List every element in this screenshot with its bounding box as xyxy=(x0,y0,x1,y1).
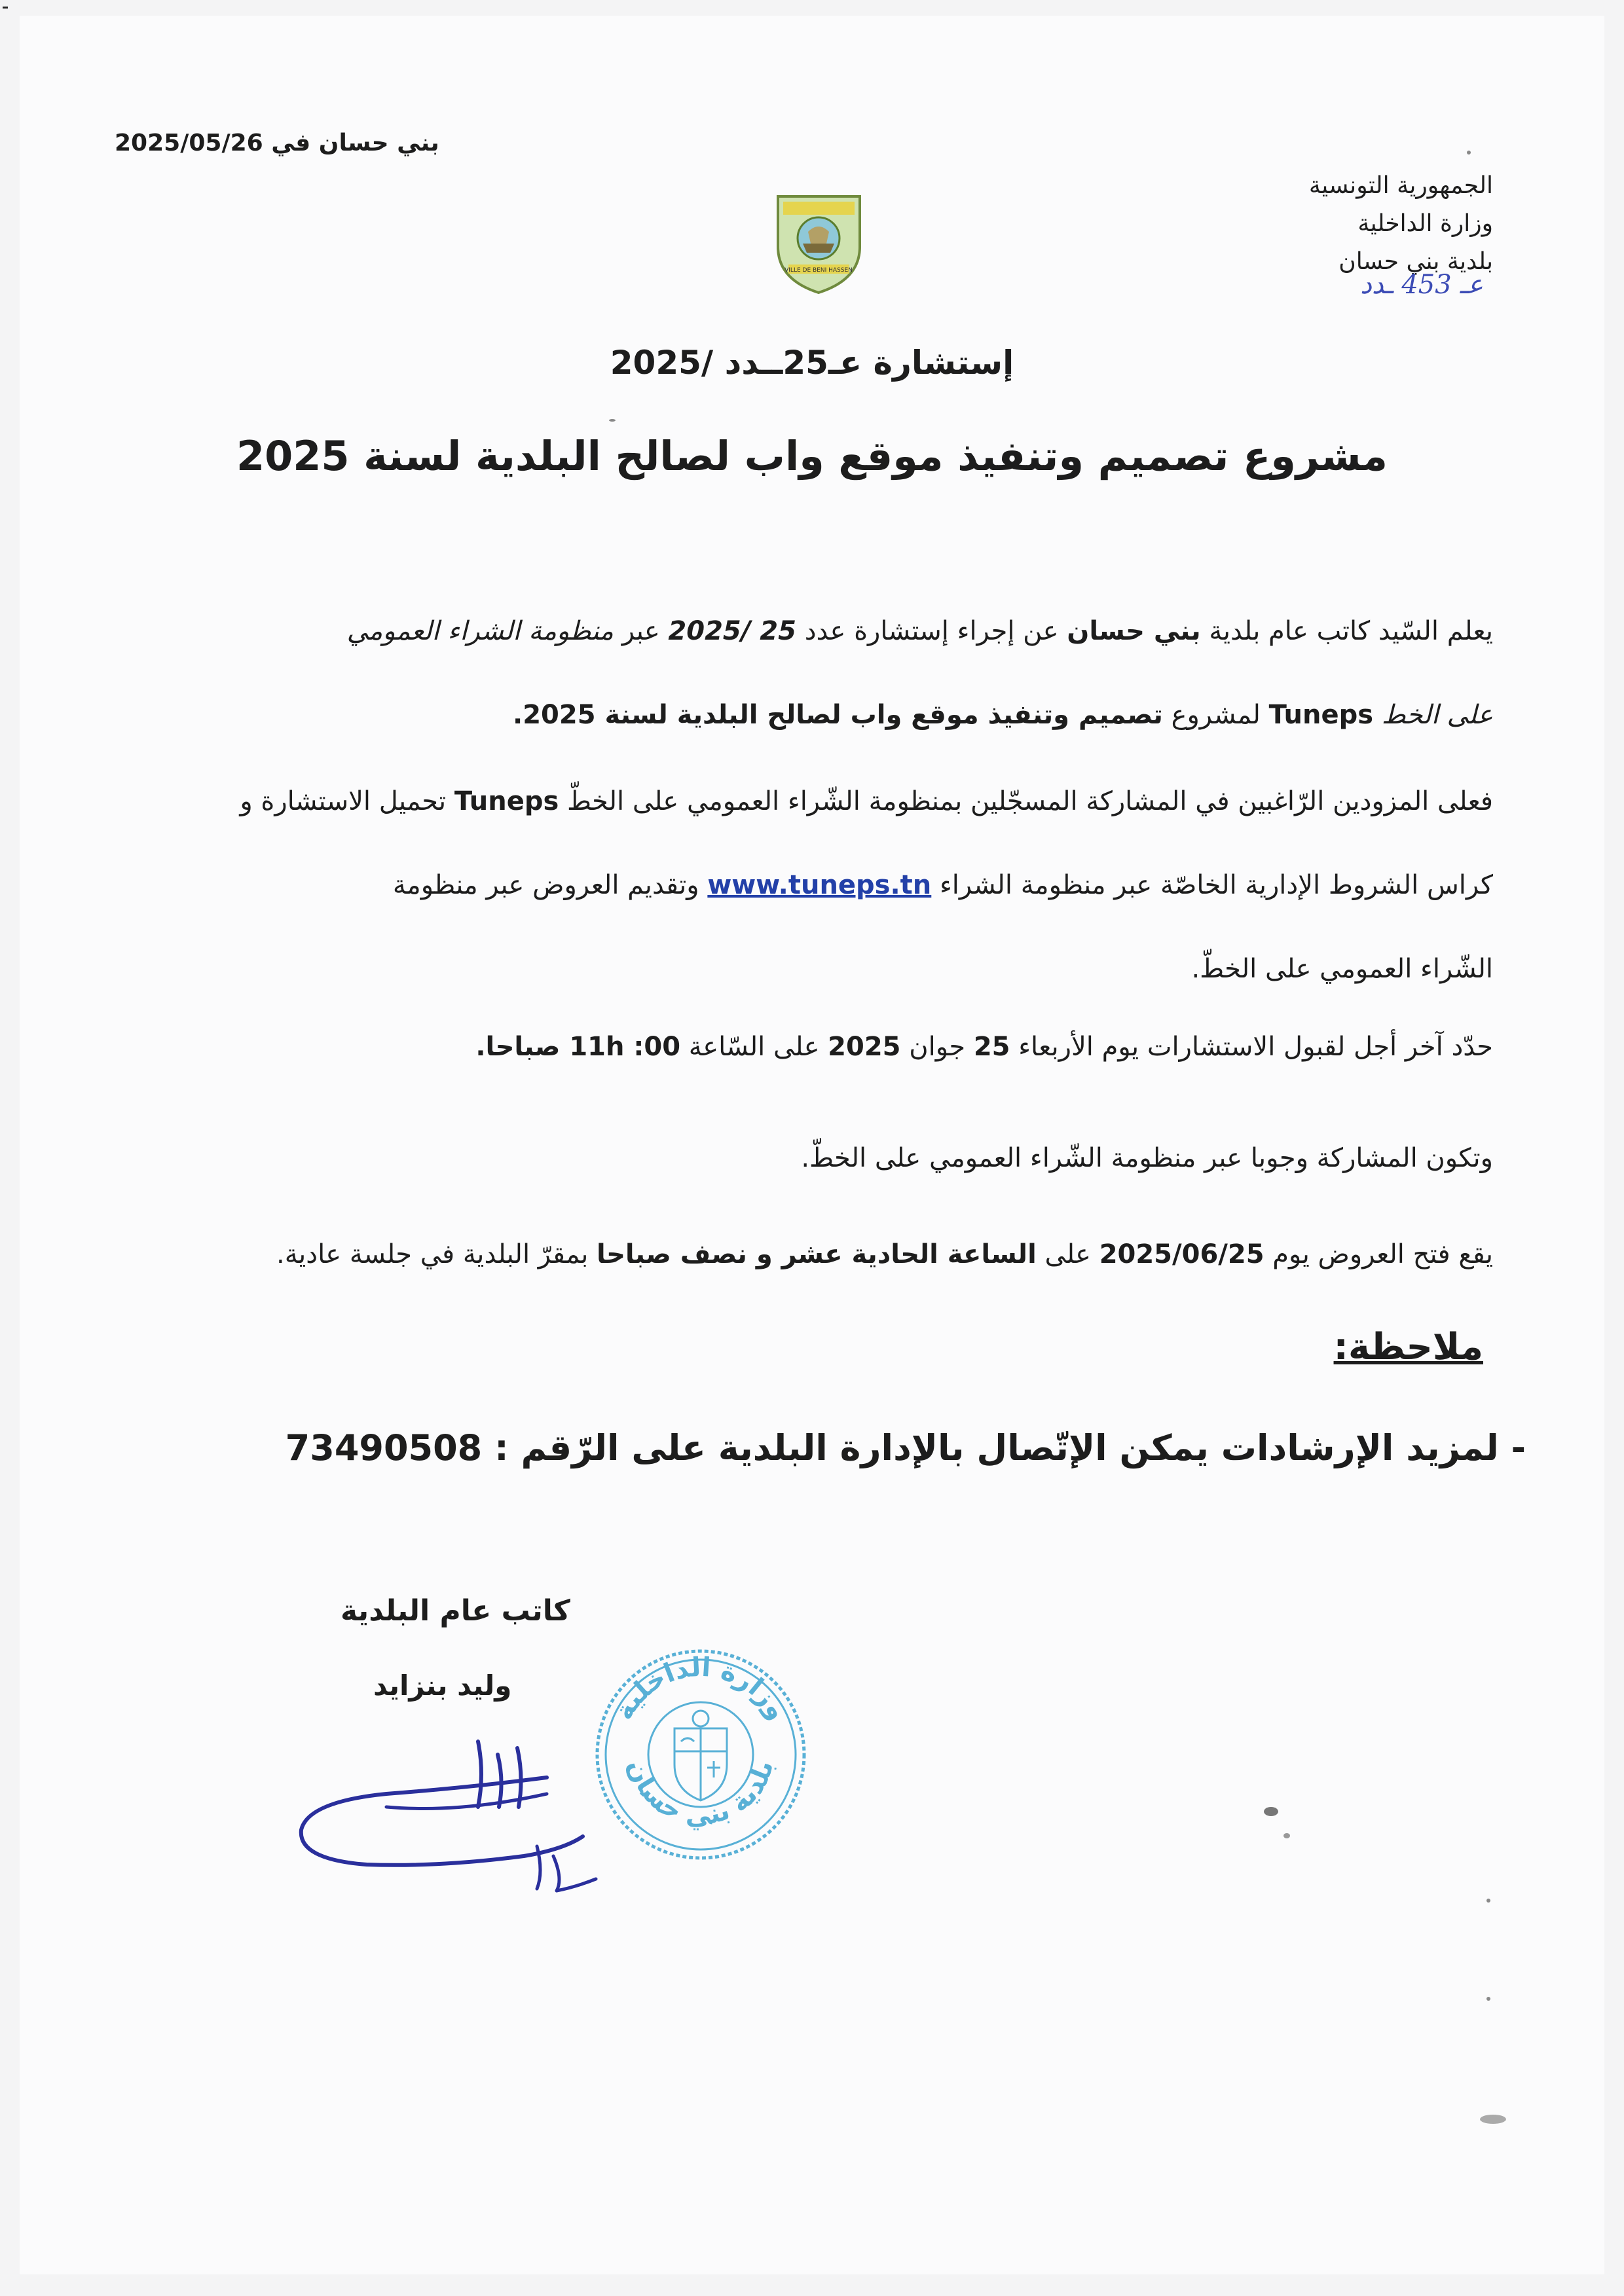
text-segment: وتقديم العروض عبر منظومة xyxy=(392,870,699,900)
note-title: ملاحظة: xyxy=(1333,1326,1483,1368)
handwritten-signature xyxy=(288,1715,602,1899)
stamp-bottom-text: بلدية بني حسان xyxy=(621,1756,780,1831)
text-segment: فعلى المزودين الرّاغبين في المشاركة المسجّلين بمنظومة الشّراء العمومي على الخطّ xyxy=(567,786,1493,816)
paragraph-opening xyxy=(118,1212,1493,1296)
stamp-top-text: وزارة الداخلية xyxy=(608,1652,793,1725)
scan-speck xyxy=(1467,151,1471,155)
opening-time: الساعة الحادية عشر و نصف صباحا xyxy=(597,1239,1037,1269)
paragraph-announcement xyxy=(118,589,1493,757)
header-institution xyxy=(1309,167,1493,281)
paragraph-line xyxy=(118,589,1493,673)
consultation-title: إستشارة عـ25ــدد /2025 xyxy=(610,344,1014,382)
text-segment: عن إجراء إستشارة عدد xyxy=(804,616,1059,646)
contact-text: لمزيد الإرشادات يمكن الإتّصال بالإدارة البلدية على الرّقم : 73490508 xyxy=(285,1427,1499,1468)
text-segment: لمشروع xyxy=(1171,700,1261,730)
signatory-title: كاتب عام البلدية xyxy=(341,1594,570,1628)
text-segment: على xyxy=(1044,1239,1091,1269)
municipality-emblem xyxy=(771,185,866,296)
text-segment: يعلم السّيد كاتب عام بلدية xyxy=(1209,616,1493,646)
text-segment: تحميل الاستشارة و xyxy=(240,786,447,816)
text-segment: جوان xyxy=(909,1032,966,1062)
text-segment: على السّاعة xyxy=(688,1032,820,1062)
paragraph-instructions xyxy=(118,759,1493,1011)
scan-speck xyxy=(1480,2115,1506,2124)
scan-speck xyxy=(1264,1807,1278,1816)
paragraph-line xyxy=(118,843,1493,927)
deadline-day: 25 xyxy=(973,1032,1010,1062)
note-contact-line xyxy=(286,1427,1526,1468)
date-line: بني حسان في 2025/05/26 xyxy=(115,130,439,156)
opening-date: 2025/06/25 xyxy=(1099,1239,1264,1269)
paragraph-line xyxy=(118,759,1493,843)
deadline-year: 2025 xyxy=(828,1032,901,1062)
republic-name: الجمهورية التونسية xyxy=(1308,172,1493,199)
emblem-label: VILLE DE BENI HASSEN xyxy=(784,267,853,274)
scan-speck xyxy=(1486,1899,1490,1903)
project-mention: تصميم وتنفيذ موقع واب لصالح البلدية لسنة 2025. xyxy=(513,700,1163,730)
paragraph-deadline xyxy=(118,1005,1493,1089)
handwritten-reference: عـ 453 ـدد xyxy=(1360,270,1483,300)
municipality-name: بلدية بني حسان xyxy=(1338,248,1493,275)
scan-speck xyxy=(609,419,616,422)
text-segment: منظومة الشراء العمومي xyxy=(346,616,614,646)
text-segment: عبر xyxy=(621,616,660,646)
deadline-time: 00: 11h صباحا. xyxy=(475,1032,681,1062)
tuneps-name: Tuneps xyxy=(454,786,559,816)
text-segment: يقع فتح العروض يوم xyxy=(1272,1239,1493,1269)
official-stamp xyxy=(589,1643,812,1866)
tuneps-name: Tuneps xyxy=(1268,700,1374,730)
text-segment: كراس الشروط الإدارية الخاصّة عبر منظومة الشراء xyxy=(940,870,1493,900)
paragraph-line xyxy=(118,673,1493,757)
text-segment: بمقرّ البلدية في جلسة عادية. xyxy=(276,1239,589,1269)
municipality-mention: بني حسان xyxy=(1067,616,1201,646)
signatory-name: وليد بنزايد xyxy=(373,1669,512,1702)
paragraph-mandatory: وتكون المشاركة وجوبا عبر منظومة الشّراء العمومي على الخطّ. xyxy=(801,1143,1493,1173)
scan-mark xyxy=(3,7,8,9)
project-title: مشروع تصميم وتنفيذ موقع واب لصالح البلدية لسنة 2025 xyxy=(236,432,1388,480)
coat-of-arms-icon xyxy=(674,1711,727,1800)
scan-speck xyxy=(1283,1833,1290,1838)
ministry-name: وزارة الداخلية xyxy=(1357,210,1493,237)
bullet-dash: - xyxy=(1511,1427,1526,1468)
tuneps-link[interactable]: www.tuneps.tn xyxy=(707,870,932,900)
scan-speck xyxy=(1486,1997,1490,2001)
paragraph-line: الشّراء العمومي على الخطّ. xyxy=(1191,954,1493,984)
consultation-number: 25 /2025 xyxy=(668,616,796,646)
text-segment: حدّد آخر أجل لقبول الاستشارات يوم الأربعاء xyxy=(1018,1032,1493,1062)
text-segment: على الخط xyxy=(1381,700,1493,730)
